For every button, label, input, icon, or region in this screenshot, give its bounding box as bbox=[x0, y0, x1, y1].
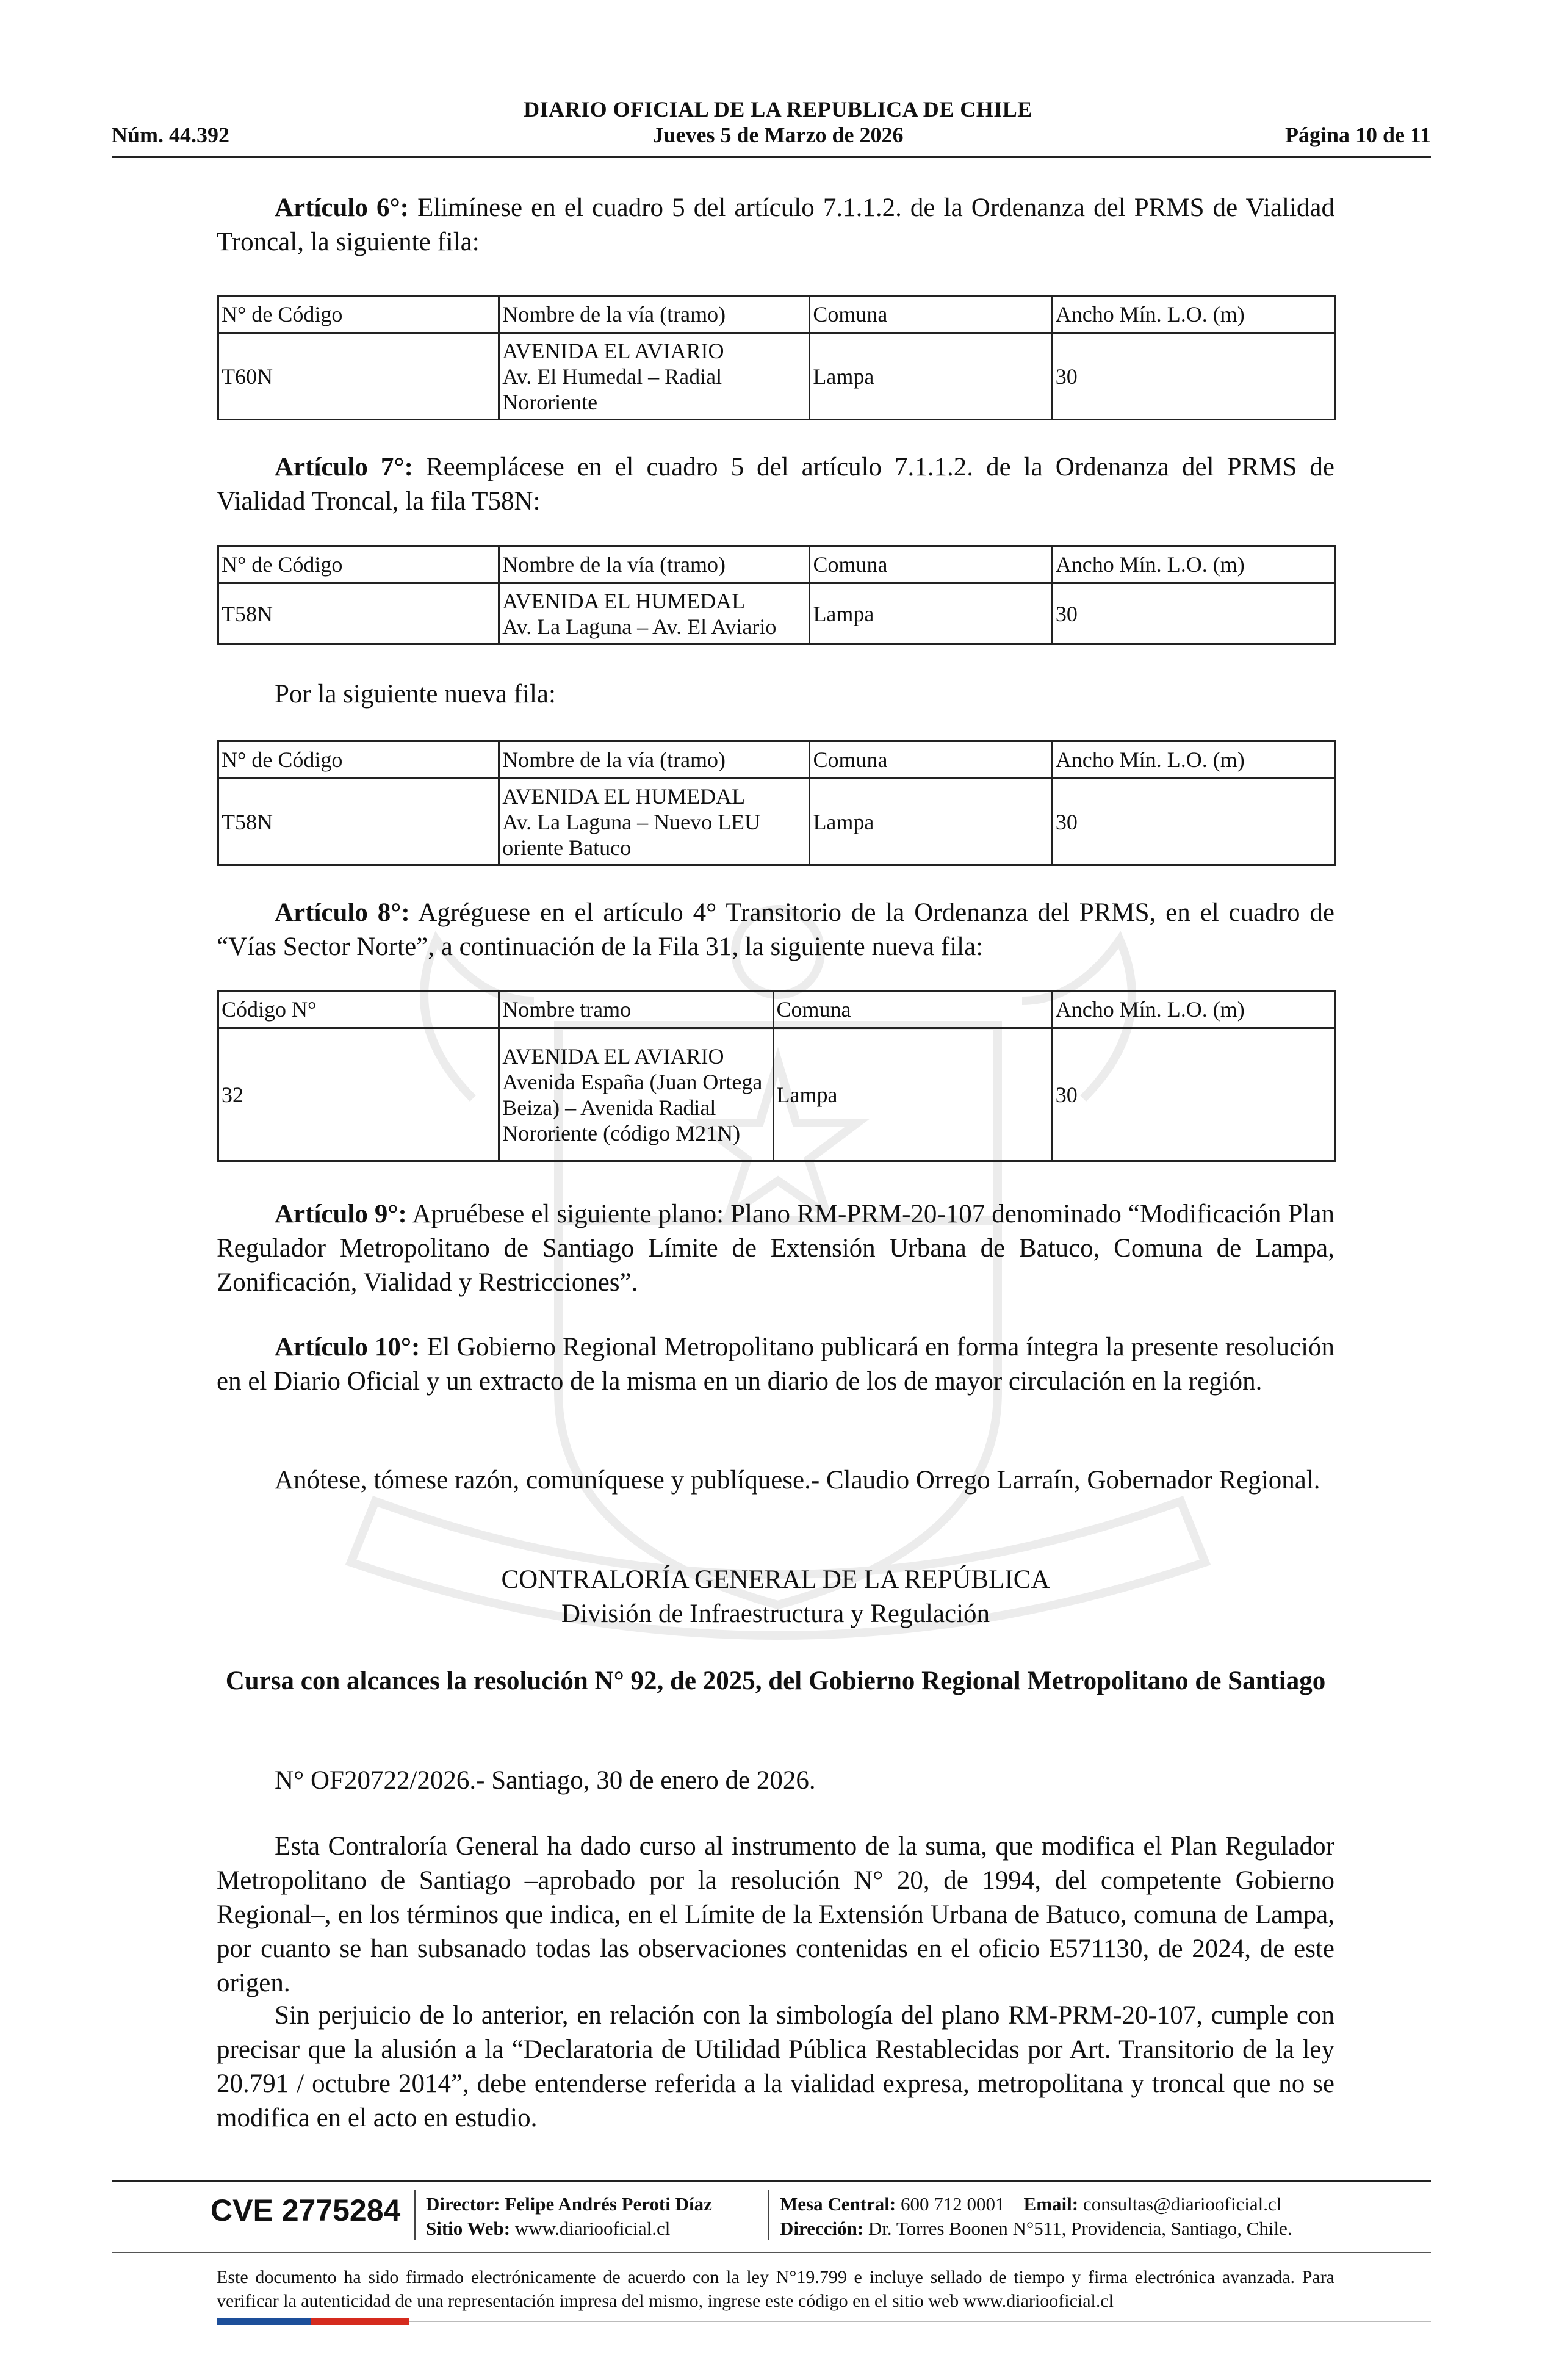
oficio-text: N° OF20722/2026.- Santiago, 30 de enero de 2026. bbox=[275, 1766, 816, 1795]
table-header-cell: Comuna bbox=[810, 296, 1052, 333]
footer-contact-block bbox=[780, 2192, 1292, 2241]
footer-phone-email bbox=[780, 2192, 1292, 2216]
digital-signature-note: Este documento ha sido firmado electrónicamente de acuerdo con la ley N°19.799 e incluye sellado de tiempo y firma electrónica avanzada. Para verificar la autenticidad de una representación impresa del mismo, ingrese este código en el sitio web www.diariooficial.cl bbox=[217, 2267, 1334, 2311]
article-7-text: Reemplácese en el cuadro 5 del artículo 7.1.1.2. de la Ordenanza del PRMS de Vialidad Troncal, la fila T58N: bbox=[217, 453, 1334, 516]
road-section: Nororiente bbox=[502, 389, 598, 414]
page-indicator: Página 10 de 11 bbox=[1284, 123, 1431, 147]
article-8-label: Artículo 8°: bbox=[275, 898, 410, 927]
phone-value: 600 712 0001 bbox=[901, 2193, 1005, 2215]
table-header-cell: Nombre de la vía (tramo) bbox=[499, 741, 810, 779]
phone-label: Mesa Central: bbox=[780, 2193, 896, 2215]
table-header-row bbox=[218, 296, 1335, 333]
footer-director-block bbox=[426, 2192, 712, 2241]
contraloria-division: División de Infraestructura y Regulación bbox=[561, 1599, 990, 1628]
table-row bbox=[218, 1028, 1335, 1161]
table-cell-comuna: Lampa bbox=[810, 583, 1052, 644]
oficio-line bbox=[217, 1764, 1334, 1798]
table-header-cell: N° de Código bbox=[218, 546, 499, 583]
table-cell-code: T58N bbox=[218, 583, 499, 644]
table-cell-code: 32 bbox=[218, 1028, 499, 1161]
road-name: AVENIDA EL HUMEDAL bbox=[502, 588, 746, 613]
director-name: Felipe Andrés Peroti Díaz bbox=[505, 2193, 712, 2215]
footer-separator bbox=[768, 2190, 769, 2240]
table-header-row bbox=[218, 991, 1335, 1028]
road-section: Av. La Laguna – Av. El Aviario bbox=[502, 614, 777, 639]
table-header-cell: Ancho Mín. L.O. (m) bbox=[1052, 546, 1334, 583]
road-name: AVENIDA EL HUMEDAL bbox=[502, 784, 746, 809]
road-name: AVENIDA EL AVIARIO bbox=[502, 1044, 724, 1069]
table-cell-code: T60N bbox=[218, 333, 499, 420]
header-divider bbox=[112, 156, 1431, 158]
table-cell-name bbox=[499, 333, 810, 420]
replacement-intro bbox=[217, 677, 1334, 712]
table-header-row bbox=[218, 741, 1335, 779]
table-header-cell: Nombre de la vía (tramo) bbox=[499, 296, 810, 333]
newspaper-title: DIARIO OFICIAL DE LA REPUBLICA DE CHILE bbox=[524, 97, 1032, 121]
closing-paragraph bbox=[217, 1463, 1334, 1498]
footer-address bbox=[780, 2216, 1292, 2241]
issue-date: Jueves 5 de Marzo de 2026 bbox=[652, 123, 904, 147]
road-section: Beiza) – Avenida Radial bbox=[502, 1095, 716, 1120]
road-section: oriente Batuco bbox=[502, 835, 632, 860]
contraloria-name: CONTRALORÍA GENERAL DE LA REPÚBLICA bbox=[501, 1565, 1050, 1594]
table-header-row bbox=[218, 546, 1335, 583]
article-6-label: Artículo 6°: bbox=[275, 193, 409, 222]
article-9-label: Artículo 9°: bbox=[275, 1200, 407, 1228]
table-header-cell: Comuna bbox=[773, 991, 1052, 1028]
road-name: AVENIDA EL AVIARIO bbox=[502, 338, 724, 363]
table-row bbox=[218, 779, 1335, 865]
closing-text: Anótese, tómese razón, comuníquese y publíquese.- Claudio Orrego Larraín, Gobernador Regional. bbox=[275, 1466, 1320, 1495]
table-header-cell: Ancho Mín. L.O. (m) bbox=[1052, 741, 1334, 779]
site-label: Sitio Web: bbox=[426, 2218, 511, 2239]
table-header-cell: Código N° bbox=[218, 991, 499, 1028]
footer-site bbox=[426, 2216, 712, 2241]
table-cell-name bbox=[499, 583, 810, 644]
replacement-intro-text: Por la siguiente nueva fila: bbox=[275, 680, 556, 709]
resolution-paragraph-1-text: Esta Contraloría General ha dado curso al instrumento de la suma, que modifica el Plan Regulador Metropolitano de Santiago –aprobado por la resolución N° 20, de 1994, del competente Gobierno Regional–, en los términos que indica, en el Límite de la Extensión Urbana de Batuco, comuna de Lampa, por cuanto se han subsanado todas las observaciones contenidas en el oficio E571130, de 2024, de este origen. bbox=[217, 1832, 1334, 1997]
table-cell-code: T58N bbox=[218, 779, 499, 865]
resolution-paragraph-2 bbox=[217, 1999, 1334, 2135]
article-9-text: Apruébese el siguiente plano: Plano RM-PRM-20-107 denominado “Modificación Plan Regulador Metropolitano de Santiago Límite de Extensión Urbana de Batuco, Comuna de Lampa, Zonificación, Vialidad y Restricciones”. bbox=[217, 1200, 1334, 1297]
road-section: Avenida España (Juan Ortega bbox=[502, 1069, 763, 1094]
article-8-table bbox=[217, 990, 1336, 1162]
footer-separator bbox=[414, 2190, 416, 2240]
article-6-paragraph bbox=[217, 191, 1334, 259]
address-value: Dr. Torres Boonen N°511, Providencia, Santiago, Chile. bbox=[868, 2218, 1292, 2239]
table-header-cell: Nombre tramo bbox=[499, 991, 773, 1028]
article-10-text: El Gobierno Regional Metropolitano publicará en forma íntegra la presente resolución en el Diario Oficial y un extracto de la misma en un diario de los de mayor circulación en la región. bbox=[217, 1333, 1335, 1396]
article-10-label: Artículo 10°: bbox=[275, 1333, 420, 1361]
resolution-paragraph-1 bbox=[217, 1830, 1334, 2000]
table-cell-name bbox=[499, 1028, 773, 1161]
flag-bar-line bbox=[409, 2321, 1431, 2322]
article-6-text: Elimínese en el cuadro 5 del artículo 7.1.1.2. de la Ordenanza del PRMS de Vialidad Troncal, la siguiente fila: bbox=[217, 193, 1335, 256]
article-6-table bbox=[217, 295, 1336, 420]
road-section: Av. El Humedal – Radial bbox=[502, 364, 722, 389]
table-header-cell: Ancho Mín. L.O. (m) bbox=[1052, 991, 1334, 1028]
email-label: Email: bbox=[1023, 2193, 1079, 2215]
address-label: Dirección: bbox=[780, 2218, 864, 2239]
table-header-cell: Ancho Mín. L.O. (m) bbox=[1052, 296, 1334, 333]
table-cell-name bbox=[499, 779, 810, 865]
contraloria-heading bbox=[217, 1563, 1334, 1631]
table-cell-width: 30 bbox=[1052, 1028, 1334, 1161]
article-7-label: Artículo 7°: bbox=[275, 453, 413, 481]
article-7-paragraph bbox=[217, 450, 1334, 519]
article-8-text: Agréguese en el artículo 4° Transitorio de la Ordenanza del PRMS, en el cuadro de “Vías Sector Norte”, a continuación de la Fila 31, la siguiente nueva fila: bbox=[217, 898, 1334, 961]
article-7-table-old bbox=[217, 545, 1336, 645]
table-row bbox=[218, 333, 1335, 420]
table-header-cell: Comuna bbox=[810, 741, 1052, 779]
table-cell-width: 30 bbox=[1052, 583, 1334, 644]
article-8-paragraph bbox=[217, 896, 1334, 964]
director-label: Director: bbox=[426, 2193, 500, 2215]
table-row bbox=[218, 583, 1335, 644]
article-9-paragraph bbox=[217, 1197, 1334, 1300]
article-10-paragraph bbox=[217, 1330, 1334, 1399]
table-header-cell: Nombre de la vía (tramo) bbox=[499, 546, 810, 583]
table-cell-comuna: Lampa bbox=[810, 779, 1052, 865]
footer-divider-top bbox=[112, 2180, 1431, 2182]
resolution-paragraph-2-text: Sin perjuicio de lo anterior, en relación con la simbología del plano RM-PRM-20-107, cumple con precisar que la alusión a la “Declaratoria de Utilidad Pública Restablecidas por Art. Transitorio de la ley 20.791 / octubre 2014”, debe entenderse referida a la vialidad expresa, metropolitana y troncal que no se modifica en el acto en estudio. bbox=[217, 2001, 1334, 2132]
table-cell-width: 30 bbox=[1052, 333, 1334, 420]
email-link[interactable]: consultas@diariooficial.cl bbox=[1082, 2193, 1282, 2215]
flag-bar-blue bbox=[217, 2318, 311, 2325]
issue-number: Núm. 44.392 bbox=[112, 123, 230, 147]
footer-divider-bottom bbox=[112, 2252, 1431, 2253]
road-section: Av. La Laguna – Nuevo LEU bbox=[502, 809, 761, 834]
table-cell-width: 30 bbox=[1052, 779, 1334, 865]
flag-bar-red bbox=[311, 2318, 409, 2325]
cursa-title: Cursa con alcances la resolución N° 92, de 2025, del Gobierno Regional Metropolitano de Santiago bbox=[225, 1667, 1326, 1695]
article-7-table-new bbox=[217, 740, 1336, 866]
road-section: Nororiente (código M21N) bbox=[502, 1120, 741, 1145]
footer-director bbox=[426, 2192, 712, 2216]
table-header-cell: N° de Código bbox=[218, 296, 499, 333]
table-header-cell: N° de Código bbox=[218, 741, 499, 779]
table-header-cell: Comuna bbox=[810, 546, 1052, 583]
table-cell-comuna: Lampa bbox=[810, 333, 1052, 420]
cve-code: CVE 2775284 bbox=[211, 2193, 401, 2227]
site-link[interactable]: www.diariooficial.cl bbox=[514, 2218, 671, 2239]
table-cell-comuna: Lampa bbox=[773, 1028, 1052, 1161]
